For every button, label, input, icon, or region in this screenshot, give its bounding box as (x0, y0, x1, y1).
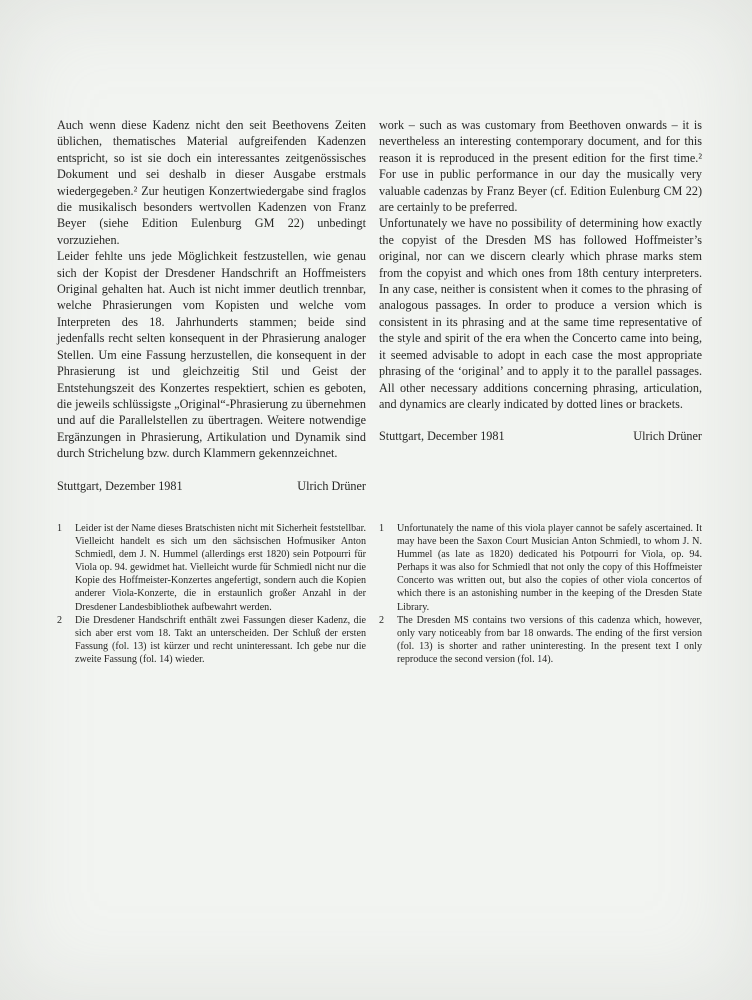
german-paragraph-1: Auch wenn diese Kadenz nicht den seit Beethovens Zeiten üblichen, thematisches Material aufgreifenden Kadenzen entspricht, so ist sie doch ein interessantes zeitgenössisches Dokument und sei deshalb in dieser Ausgabe erstmals wiedergegeben.² Zur heutigen Konzertwiedergabe sind fraglos die musikalisch besonders wertvollen Kadenzen von Franz Beyer (siehe Edition Eulenburg GM 22) unbedingt vorzuziehen. (57, 118, 366, 247)
footnote-text: The Dresden MS contains two versions of this cadenza which, however, only vary noticeably from bar 18 onwards. The ending of the first version (fol. 13) is shorter and rather uninteresting. In the present text I only reproduce the second version (fol. 14). (397, 614, 702, 665)
footnote-english-1 (379, 522, 702, 614)
english-signature-name: Ulrich Drüner (633, 429, 702, 444)
english-signature-place-date: Stuttgart, December 1981 (379, 429, 505, 444)
german-signature-place-date: Stuttgart, Dezember 1981 (57, 478, 183, 493)
footnote-number: 2 (57, 614, 63, 626)
footnote-text: Die Dresdener Handschrift enthält zwei Fassungen dieser Kadenz, die sich aber erst vom 18. Takt an unterscheiden. Der Schluß der ersten Fassung (fol. 13) ist kürzer und recht uninteressant. Ich gebe nur die zweite Fassung (fol. 14) wieder. (75, 614, 366, 665)
footnote-text: Unfortunately the name of this viola player cannot be safely ascertained. It may have been the Saxon Court Musician Anton Schmiedl, to whom J. N. Hummel (as late as 1820) dedicated his Potpourri for Viola, op. 94. Perhaps it was also for Schmiedl that not only the copy of this Hoffmeister Concerto was written out, but also the copies of other viola concertos of which there is an astonishing number in the keeping of the Dresden State Library. (397, 522, 702, 613)
footnote-number: 1 (379, 522, 385, 534)
column-german (57, 117, 366, 494)
column-english (379, 117, 702, 445)
english-paragraph-2: Unfortunately we have no possibility of determining how exactly the copyist of the Dresden MS has followed Hoffmeister’s original, nor can we discern clearly which phrase marks stem from the copyist and which ones from 18th century interpreters. In any case, neither is consistent when it comes to the phrasing of analogous passages. In order to produce a version which is consistent in its phrasing and at the same time representative of the style and spirit of the era when the Concerto came into being, it seemed advisable to adopt in each case the most appropriate phrasing of the ‘original’ and to apply it to the parallel passages. All other necessary additions concerning phrasing, articulation, and dynamics are clearly indicated by dotted lines or brackets. (379, 216, 702, 411)
footnote-number: 1 (57, 522, 63, 534)
footnote-text: Leider ist der Name dieses Bratschisten nicht mit Sicherheit feststellbar. Vielleicht handelt es sich um den sächsischen Hofmusiker Anton Schmiedl, dem J. N. Hummel (allerdings erst 1820) sein Potpourri für Viola op. 94. gewidmet hat. Vielleicht wurde für Schmiedl nicht nur die Kopie des Hoffmeister-Konzertes angefertigt, sondern auch die Kopien anderer Viola-Konzerte, die in erstaunlich großer Anzahl in der Dresdener Landesbibliothek aufbewahrt werden. (75, 522, 366, 613)
footnotes-german (57, 522, 366, 666)
main-text-columns (57, 117, 702, 494)
footnote-number: 2 (379, 614, 385, 626)
german-paragraph-2: Leider fehlte uns jede Möglichkeit festzustellen, wie genau sich der Kopist der Dresdener Handschrift an Hoffmeisters Original gehalten hat. Auch ist nicht immer deutlich trennbar, welche Phrasierungen vom Kopisten und welche vom Interpreten des 18. Jahrhunderts stammen; beide sind jedenfalls recht selten konsequent in der Phrasierung analoger Stellen. Um eine Fassung herzustellen, die konsequent in der Phrasierung ist und gleichzeitig Stil und Geist der Entstehungszeit des Konzertes respektiert, schien es geboten, die jeweils schlüssigste „Original“-Phrasierung zu übernehmen und auf die Parallelstellen zu übertragen. Weitere notwendige Ergänzungen in Phrasierung, Artikulation und Dynamik sind durch Strichelung bzw. durch Klammern gekennzeichnet. (57, 249, 366, 461)
footnote-german-1 (57, 522, 366, 614)
german-signature-name: Ulrich Drüner (297, 478, 366, 493)
footnotes-section (57, 522, 702, 666)
footnote-german-2 (57, 614, 366, 666)
english-signature-row (379, 428, 702, 444)
page-content (57, 117, 702, 666)
german-signature-row (57, 478, 366, 494)
english-paragraph-1: work – such as was customary from Beethoven onwards – it is nevertheless an interesting contemporary document, and for this reason it is reproduced in the present edition for the first time.² For use in public performance in our day the musically very valuable cadenzas by Franz Beyer (cf. Edition Eulenburg CM 22) are certainly to be preferred. (379, 118, 702, 215)
footnotes-english (379, 522, 702, 666)
footnote-english-2 (379, 614, 702, 666)
